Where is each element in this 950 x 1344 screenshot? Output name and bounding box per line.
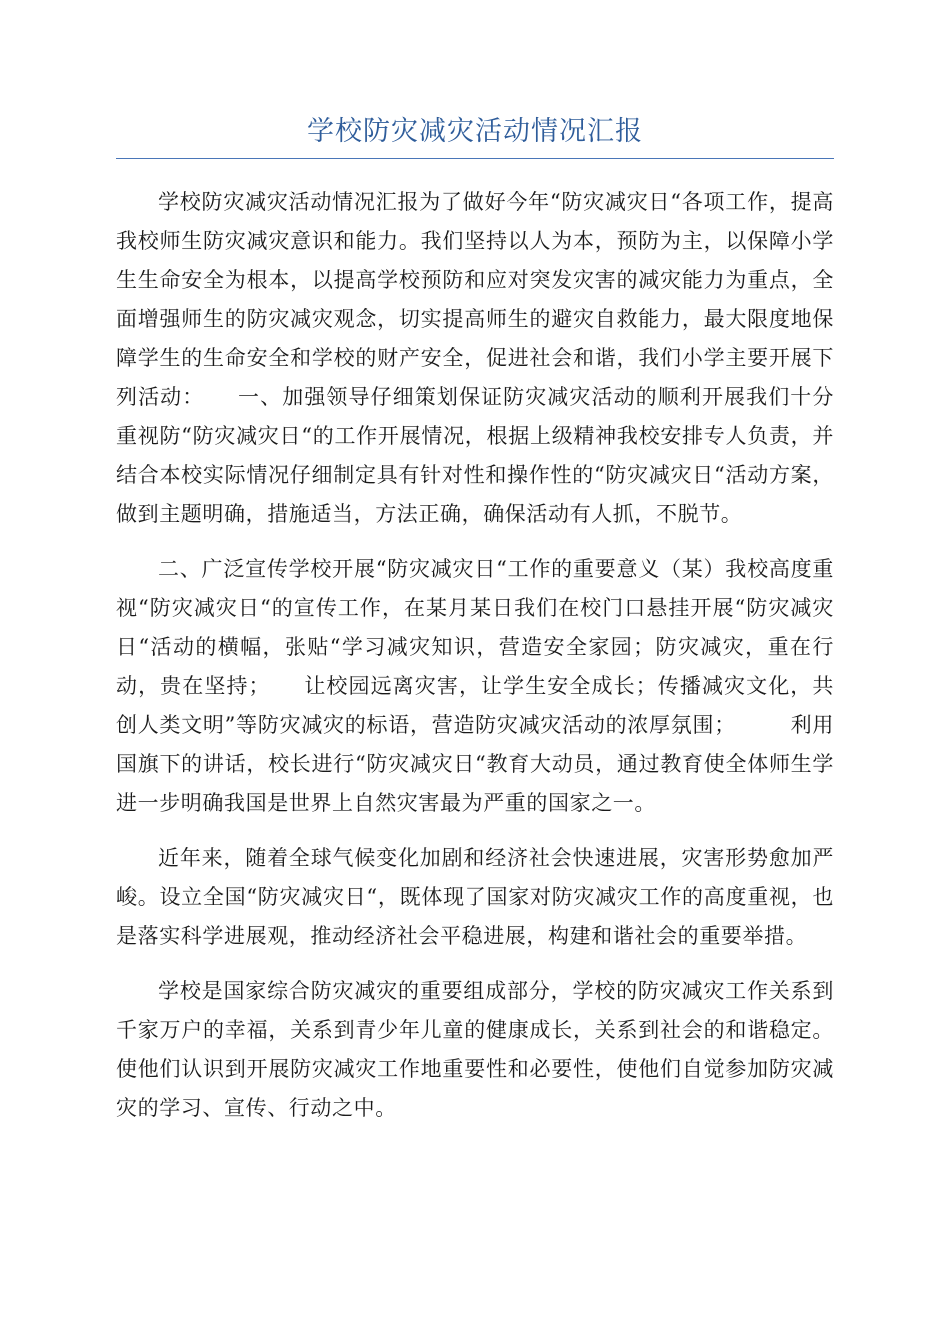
- document-page: [116, 112, 834, 1144]
- document-title: 学校防灾减灾活动情况汇报: [307, 116, 643, 147]
- paragraph-3: 近年来，随着全球气候变化加剧和经济社会快速进展，灾害形势愈加严峻。设立全国“防灾减灾日“，既体现了国家对防灾减灾工作的高度重视，也是落实科学进展观，推动经济社会平稳进展，构建和谐社会的重要举措。: [116, 846, 834, 948]
- paragraph-4: 学校是国家综合防灾减灾的重要组成部分，学校的防灾减灾工作关系到千家万户的幸福，关系到青少年儿童的健康成长，关系到社会的和谐稳定。使他们认识到开展防灾减灾工作地重要性和必要性，使他们自觉参加防灾减灾的学习、宣传、行动之中。: [116, 979, 834, 1120]
- document-body: [116, 183, 834, 1128]
- paragraph-1: 学校防灾减灾活动情况汇报为了做好今年“防灾减灾日“各项工作，提高我校师生防灾减灾意识和能力。我们坚持以人为本，预防为主，以保障小学生生命安全为根本，以提高学校预防和应对突发灾害的减灾能力为重点，全面增强师生的防灾减灾观念，切实提高师生的避灾自救能力，最大限度地保障学生的生命安全和学校的财产安全，促进社会和谐，我们小学主要开展下列活动： 一、加强领导仔细策划保证防灾减灾活动的顺利开展我们十分重视防“防灾减灾日“的工作开展情况，根据上级精神我校安排专人负责，并结合本校实际情况仔细制定具有针对性和操作性的“防灾减灾日“活动方案，做到主题明确，措施适当，方法正确，确保活动有人抓，不脱节。: [116, 190, 834, 526]
- paragraph-2: 二、广泛宣传学校开展“防灾减灾日“工作的重要意义（某）我校高度重视“防灾减灾日“的宣传工作，在某月某日我们在校门口悬挂开展“防灾减灾日“活动的横幅，张贴“学习减灾知识，营造安全家园；防灾减灾，重在行动，贵在坚持； 让校园远离灾害，让学生安全成长；传播减灾文化，共创人类文明”等防灾减灾的标语，营造防灾减灾活动的浓厚氛围； 利用国旗下的讲话，校长进行“防灾减灾日“教育大动员，通过教育使全体师生学进一步明确我国是世界上自然灾害最为严重的国家之一。: [116, 557, 834, 815]
- title-underline: [116, 158, 834, 159]
